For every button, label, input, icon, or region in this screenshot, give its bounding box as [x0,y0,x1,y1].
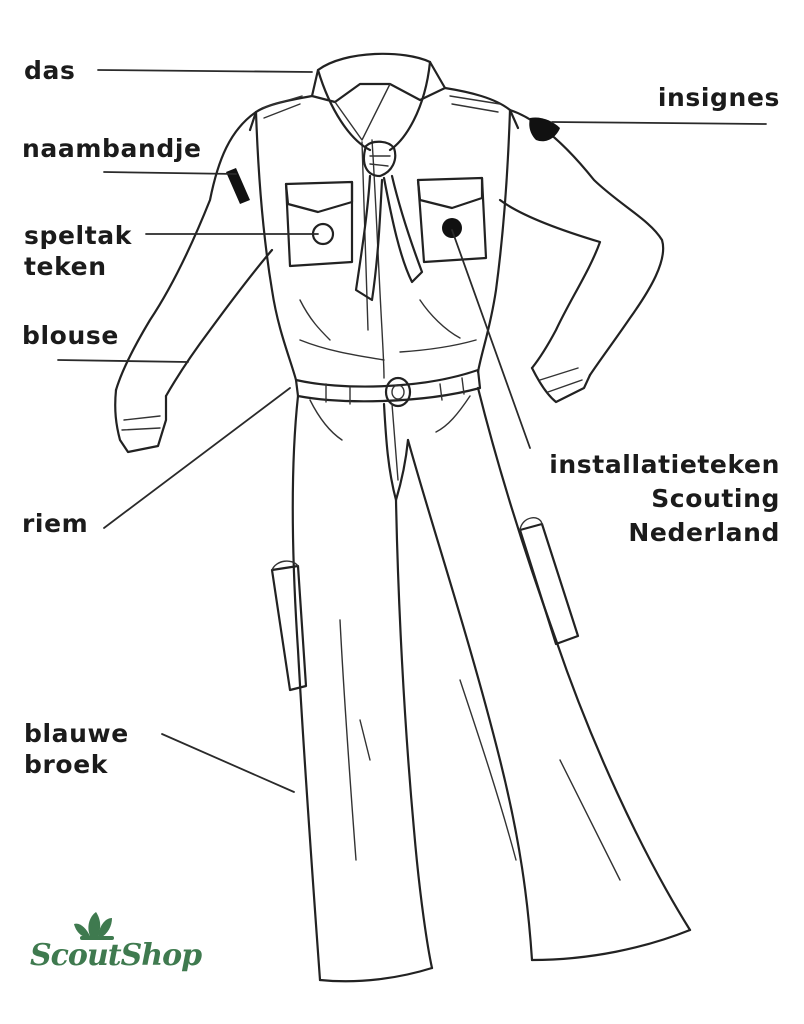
right-sleeve [500,110,663,402]
label-installatie-line3: Nederland [628,518,780,547]
leader-installatie [452,230,530,448]
belt [296,370,480,406]
label-riem-text: riem [22,509,89,538]
label-installatie-line1: installatieteken [549,450,780,479]
leader-insignes [552,122,766,124]
label-speltak-line1: speltak [24,221,132,250]
label-naambandje-text: naambandje [22,134,202,163]
shirt-outline [250,54,518,380]
label-naambandje [22,133,202,164]
label-speltak-line2: teken [24,252,107,281]
label-insignes-text: insignes [657,83,780,112]
label-blauwe-line1: blauwe [24,719,129,748]
label-das [24,55,75,86]
label-installatieteken [549,448,780,550]
label-speltakteken [24,220,132,282]
label-blouse [22,320,119,351]
leader-blauwe [162,734,294,792]
label-blauwe-broek [24,718,129,780]
logo-text: ScoutShop [30,938,202,973]
label-blauwe-line2: broek [24,750,108,779]
leader-das [98,70,312,72]
label-blouse-text: blouse [22,321,119,350]
scoutshop-logo [30,908,202,988]
leader-riem [104,388,290,528]
label-insignes [658,82,780,113]
leader-lines [58,70,766,792]
leader-blouse [58,360,188,362]
label-das-text: das [24,56,76,85]
label-riem [22,508,88,539]
label-installatie-line2: Scouting [651,484,780,513]
